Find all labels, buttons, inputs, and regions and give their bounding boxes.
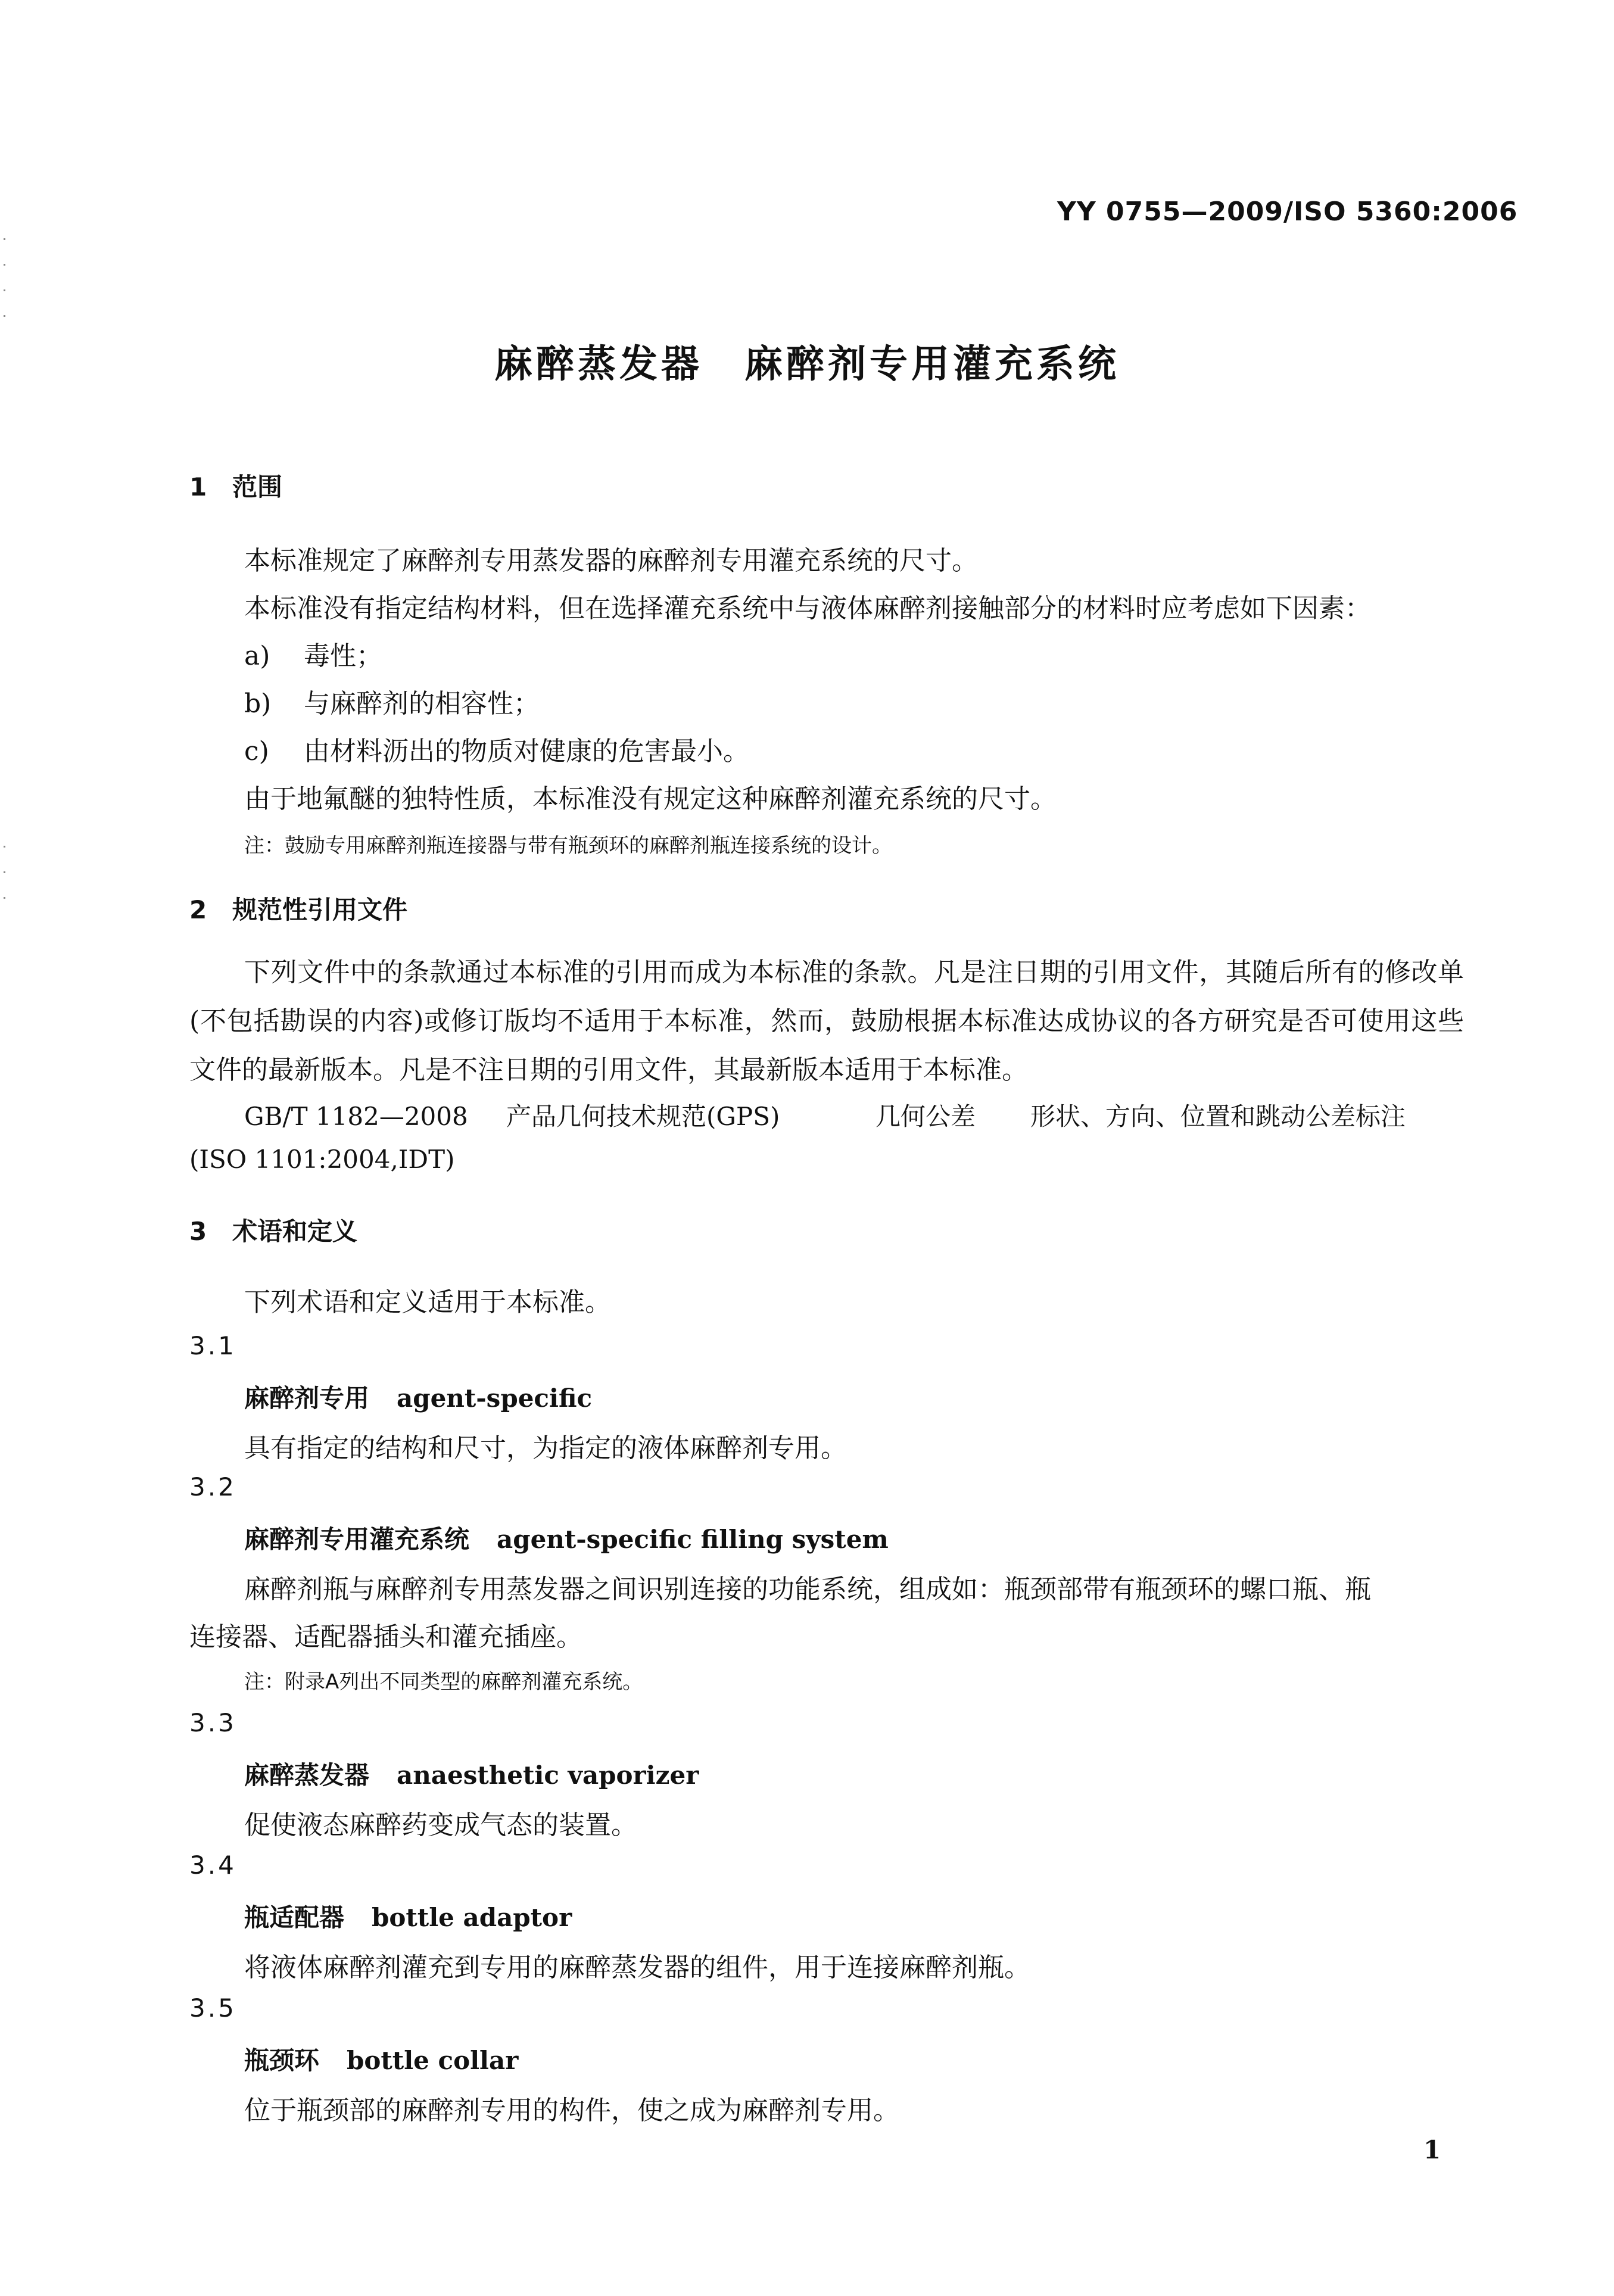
term-name-en: bottle collar xyxy=(347,2046,519,2075)
term-name-cn: 麻醉剂专用 xyxy=(244,1384,370,1413)
section-number: 3 xyxy=(189,1217,207,1246)
term-number: 3.3 xyxy=(189,1708,236,1737)
term-name-cn: 瓶适配器 xyxy=(244,1903,345,1932)
reference-title: 形状、方向、位置和跳动公差标注 xyxy=(1030,1102,1406,1131)
note: 注：鼓励专用麻醉剂瓶连接器与带有瓶颈环的麻醉剂瓶连接系统的设计。 xyxy=(244,834,892,858)
note: 注：附录A列出不同类型的麻醉剂灌充系统。 xyxy=(244,1670,643,1694)
section-title: 范围 xyxy=(232,472,283,501)
scan-artifact xyxy=(4,846,7,923)
term-definition: 促使液态麻醉药变成气态的装置。 xyxy=(244,1810,637,1840)
reference-title: 产品几何技术规范(GPS) xyxy=(506,1102,780,1131)
term-name xyxy=(244,1520,889,1556)
list-marker: b) xyxy=(244,689,272,719)
list-marker: c) xyxy=(244,736,269,767)
reference-code: GB/T 1182—2008 xyxy=(244,1102,468,1131)
term-name xyxy=(244,2041,518,2077)
document-title: 麻醉蒸发器 麻醉剂专用灌充系统 xyxy=(494,342,1120,387)
term-number: 3.1 xyxy=(189,1331,236,1360)
term-definition-cont: 连接器、适配器插头和灌充插座。 xyxy=(189,1622,582,1652)
section-title: 规范性引用文件 xyxy=(232,895,408,924)
section-heading-terms xyxy=(189,1212,357,1248)
term-name-en: agent-specific filling system xyxy=(497,1525,889,1554)
term-name-en: bottle adaptor xyxy=(372,1903,572,1932)
scan-artifact xyxy=(4,238,7,341)
paragraph: 本标准没有指定结构材料，但在选择灌充系统中与液体麻醉剂接触部分的材料时应考虑如下因素： xyxy=(244,593,1371,624)
section-heading-normative-references xyxy=(189,890,407,926)
term-definition: 位于瓶颈部的麻醉剂专用的构件，使之成为麻醉剂专用。 xyxy=(244,2095,899,2126)
term-name xyxy=(244,1756,699,1792)
reference-title: 几何公差 xyxy=(875,1102,976,1131)
list-text: 由材料沥出的物质对健康的危害最小。 xyxy=(304,736,749,767)
term-name-en: anaesthetic vaporizer xyxy=(397,1761,699,1790)
paragraph: 下列术语和定义适用于本标准。 xyxy=(244,1287,611,1317)
list-item xyxy=(244,730,749,768)
list-item xyxy=(244,682,540,720)
section-number: 1 xyxy=(189,472,207,501)
list-item xyxy=(244,634,382,672)
list-text: 与麻醉剂的相容性； xyxy=(304,689,540,719)
reference-entry xyxy=(244,1097,1406,1133)
term-number: 3.4 xyxy=(189,1850,236,1880)
list-text: 毒性； xyxy=(304,641,382,671)
standard-code: YY 0755—2009/ISO 5360:2006 xyxy=(1057,197,1518,227)
reference-entry-cont: (ISO 1101:2004,IDT) xyxy=(189,1145,455,1174)
term-definition: 麻醉剂瓶与麻醉剂专用蒸发器之间识别连接的功能系统，组成如：瓶颈部带有瓶颈环的螺口瓶、瓶 xyxy=(244,1574,1371,1605)
term-name-cn: 麻醉剂专用灌充系统 xyxy=(244,1525,470,1554)
term-number: 3.2 xyxy=(189,1472,236,1501)
term-name-en: agent-specific xyxy=(397,1384,593,1413)
paragraph: 本标准规定了麻醉剂专用蒸发器的麻醉剂专用灌充系统的尺寸。 xyxy=(244,546,978,576)
page-number: 1 xyxy=(1423,2135,1441,2164)
term-name xyxy=(244,1379,592,1415)
list-marker: a) xyxy=(244,641,270,671)
term-name xyxy=(244,1898,572,1934)
paragraph: 下列文件中的条款通过本标准的引用而成为本标准的条款。凡是注日期的引用文件，其随后所有的修改单(不包括勘误的内容)或修订版均不适用于本标准，然而，鼓励根据本标准达成协议的各方研究是否可使用这些文件的最新版本。凡是不注日期的引用文件，其最新版本适用于本标准。 xyxy=(189,957,1464,1085)
term-definition: 将液体麻醉剂灌充到专用的麻醉蒸发器的组件，用于连接麻醉剂瓶。 xyxy=(244,1952,1030,1983)
term-name-cn: 麻醉蒸发器 xyxy=(244,1761,370,1790)
section-heading-scope xyxy=(189,468,282,503)
paragraph: 由于地氟醚的独特性质，本标准没有规定这种麻醉剂灌充系统的尺寸。 xyxy=(244,784,1057,814)
term-number: 3.5 xyxy=(189,1993,236,2023)
term-name-cn: 瓶颈环 xyxy=(244,2046,320,2075)
term-definition: 具有指定的结构和尺寸，为指定的液体麻醉剂专用。 xyxy=(244,1433,847,1463)
section-number: 2 xyxy=(189,895,207,924)
section-title: 术语和定义 xyxy=(232,1217,358,1246)
